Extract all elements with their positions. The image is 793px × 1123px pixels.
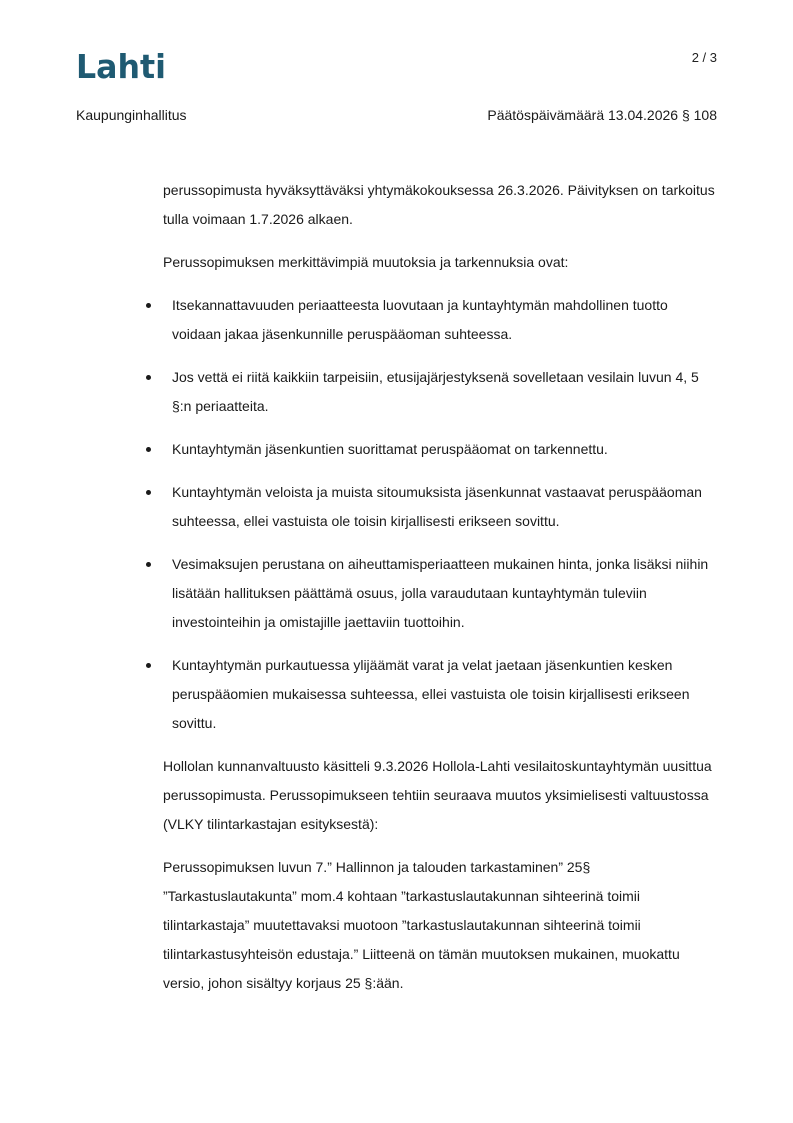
bullet-icon — [146, 303, 151, 308]
lead-paragraph: Perussopimuksen merkittävimpiä muutoksia ja tarkennuksia ovat: — [163, 254, 569, 270]
list-item: Itsekannattavuuden periaatteesta luovutaan ja kuntayhtymän mahdollinen tuotto voidaan jakaa jäsenkunnille peruspääoman suhteessa. — [146, 291, 718, 349]
bullet-icon — [146, 490, 151, 495]
organization-name: Kaupunginhallitus — [76, 107, 187, 123]
list-item: Kuntayhtymän veloista ja muista sitoumuksista jäsenkunnat vastaavat peruspääoman suhteessa, ellei vastuista ole toisin kirjallisesti erikseen sovittu. — [146, 478, 718, 536]
bullet-icon — [146, 447, 151, 452]
lahti-logo — [76, 48, 168, 82]
hollola-paragraph: Hollolan kunnanvaltuusto käsitteli 9.3.2026 Hollola-Lahti vesilaitoskuntayhtymän uusittua perussopimusta. Perussopimukseen tehtiin seuraava muutos yksimielisesti valtuustossa (VLKY tilintarkastajan esityksestä): — [163, 758, 712, 832]
changes-list — [146, 291, 718, 738]
decision-date: Päätöspäivämäärä 13.04.2026 § 108 — [487, 107, 717, 123]
bullet-icon — [146, 663, 151, 668]
amendment-paragraph: Perussopimuksen luvun 7.” Hallinnon ja talouden tarkastaminen” 25§ ”Tarkastuslautakunta” mom.4 kohtaan ”tarkastuslautakunnan sihteerinä toimii tilintarkastaja” muutettavaksi muotoon ”tarkastuslautakunnan sihteerinä toimii tilintarkastusyhteisön edustaja.” Liitteenä on tämän muutoksen mukainen, muokattu versio, johon sisältyy korjaus 25 §:ään. — [163, 859, 680, 991]
list-item: Vesimaksujen perustana on aiheuttamisperiaatteen mukainen hinta, jonka lisäksi niihin lisätään hallituksen päättämä osuus, jolla varaudutaan kuntayhtymän tuleviin investointeihin ja omistajille jaettaviin tuottoihin. — [146, 550, 718, 637]
page-number: 2 / 3 — [691, 50, 717, 65]
logo-text: Lahti — [76, 48, 166, 82]
list-item: Kuntayhtymän purkautuessa ylijäämät varat ja velat jaetaan jäsenkuntien kesken peruspääomien mukaisessa suhteessa, ellei vastuista ole toisin kirjallisesti erikseen sovittu. — [146, 651, 718, 738]
intro-paragraph: perussopimusta hyväksyttäväksi yhtymäkokouksessa 26.3.2026. Päivityksen on tarkoitus tulla voimaan 1.7.2026 alkaen. — [163, 182, 715, 227]
document-body — [163, 176, 718, 1012]
bullet-icon — [146, 375, 151, 380]
list-item: Kuntayhtymän jäsenkuntien suorittamat peruspääomat on tarkennettu. — [146, 435, 718, 464]
bullet-icon — [146, 562, 151, 567]
list-item: Jos vettä ei riitä kaikkiin tarpeisiin, etusijajärjestyksenä sovelletaan vesilain luvun 4, 5 §:n periaatteita. — [146, 363, 718, 421]
